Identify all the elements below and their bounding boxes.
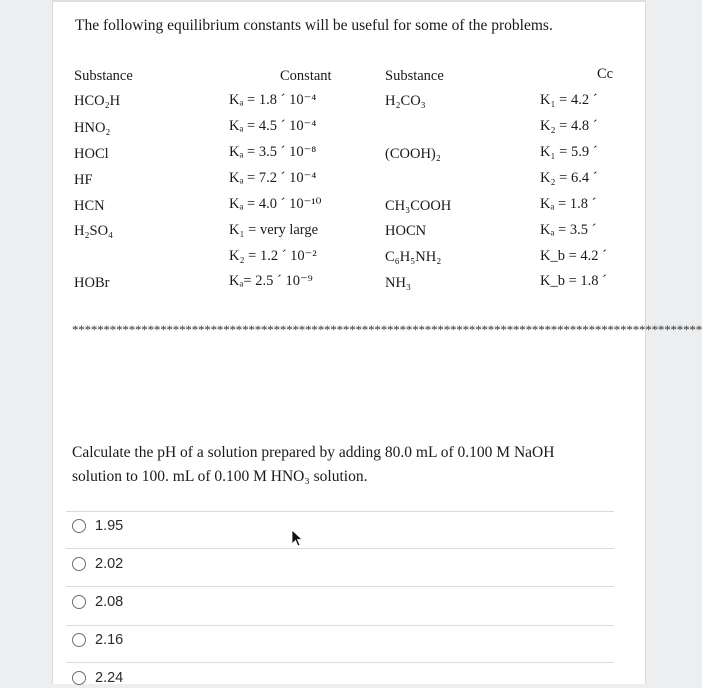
row-constant-2: Kₐ = 1.8 ˊ	[540, 196, 597, 212]
row-substance-2: (COOH)₂	[385, 146, 441, 162]
row-substance-2: C₆H₅NH₂	[385, 249, 442, 265]
row-constant: Kₐ = 3.5 ˊ 10⁻⁸	[229, 144, 317, 160]
row-constant-2: K₁ = 5.9 ˊ	[540, 144, 598, 160]
option-label: 2.08	[95, 594, 124, 610]
equilibrium-constants-table	[0, 0, 700, 300]
question-text: Calculate the pH of a solution prepared by adding 80.0 mL of 0.100 M NaOH solution to 100. mL of 0.100 M HNO₃ solution.	[72, 444, 555, 485]
option-divider	[66, 586, 614, 587]
row-constant-2: Kₐ = 3.5 ˊ	[540, 222, 597, 238]
row-substance: HCN	[74, 198, 105, 214]
header-constant-2: Cc	[597, 66, 614, 82]
row-substance: HOCl	[74, 146, 109, 162]
radio-button[interactable]	[72, 633, 86, 647]
row-constant: Kₐ= 2.5 ˊ 10⁻⁹	[229, 273, 313, 289]
row-constant-2: K_b = 1.8 ˊ	[540, 273, 607, 289]
row-constant-2: K₂ = 4.8 ˊ	[540, 118, 598, 134]
radio-button[interactable]	[72, 519, 86, 533]
option-label: 2.16	[95, 632, 124, 648]
answer-option[interactable]	[72, 554, 123, 574]
answer-option[interactable]	[72, 668, 123, 688]
row-substance: HF	[74, 172, 93, 188]
radio-button[interactable]	[72, 595, 86, 609]
row-constant: K₁ = very large	[229, 222, 319, 238]
row-constant: Kₐ = 4.0 ˊ 10⁻¹⁰	[229, 196, 322, 212]
row-substance: HOBr	[74, 275, 110, 291]
header-substance-2: Substance	[385, 68, 444, 84]
header-substance-1: Substance	[74, 68, 133, 84]
row-constant-2: K₁ = 4.2 ˊ	[540, 92, 598, 108]
answer-option[interactable]	[72, 592, 123, 612]
separator-line: ****************************************************************************************************	[72, 322, 702, 337]
option-label: 1.95	[95, 518, 124, 534]
mouse-cursor-icon	[290, 529, 304, 547]
intro-text: The following equilibrium constants will be useful for some of the problems.	[75, 17, 553, 34]
row-substance-2: HOCN	[385, 223, 427, 239]
row-substance-2: NH₃	[385, 275, 411, 291]
row-constant: K₂ = 1.2 ˊ 10⁻²	[229, 248, 317, 264]
option-divider	[66, 625, 614, 626]
header-constant-1: Constant	[280, 68, 332, 84]
option-divider	[66, 662, 614, 663]
row-constant-2: K₂ = 6.4 ˊ	[540, 170, 598, 186]
row-substance: HCO₂H	[74, 93, 121, 109]
answer-option[interactable]	[72, 516, 123, 536]
row-constant: Kₐ = 7.2 ˊ 10⁻⁴	[229, 170, 317, 186]
option-divider	[66, 511, 614, 512]
radio-button[interactable]	[72, 557, 86, 571]
option-divider	[66, 548, 614, 549]
row-substance-2: H₂CO₃	[385, 93, 426, 109]
radio-button[interactable]	[72, 671, 86, 685]
option-label: 2.24	[95, 670, 124, 686]
row-substance: HNO₂	[74, 120, 111, 136]
row-substance-2: CH₃COOH	[385, 198, 452, 214]
row-substance: H₂SO₄	[74, 223, 114, 239]
answer-option[interactable]	[72, 630, 123, 650]
option-label: 2.02	[95, 556, 124, 572]
row-constant: Kₐ = 4.5 ˊ 10⁻⁴	[229, 118, 317, 134]
row-constant: Kₐ = 1.8 ˊ 10⁻⁴	[229, 92, 317, 108]
row-constant-2: K_b = 4.2 ˊ	[540, 248, 607, 264]
